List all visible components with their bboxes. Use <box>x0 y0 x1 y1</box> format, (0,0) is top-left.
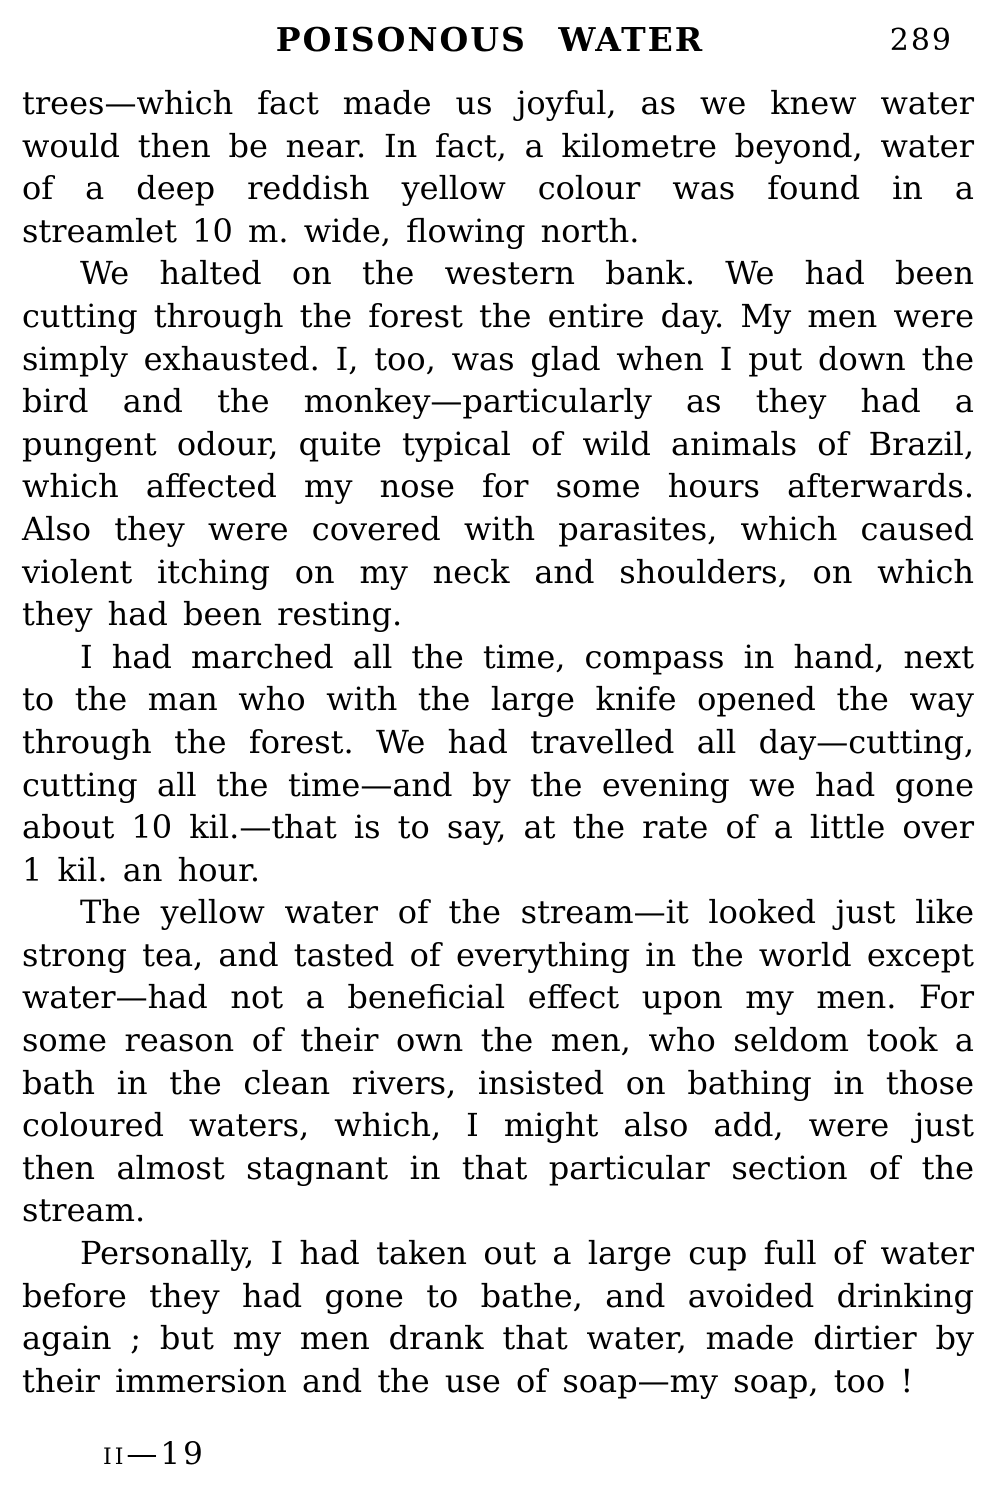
paragraph-2: We halted on the western bank. We had been cutting through the forest the entire day. My men were simply exhausted. I, too, was glad when I put down the bird and the monkey—particularly as they had a pungent odour, quite typical of wild animals of Brazil, which affected my nose for some hours afterwards. Also they were covered with parasites, which caused violent itching on my neck and shoulders, on which they had been resting. <box>22 254 974 634</box>
page-header <box>25 20 975 64</box>
paragraph-4: The yellow water of the stream—it looked just like strong tea, and tasted of everything in the world except water—had not a beneficial effect upon my men. For some reason of their own the men, who seldom took a bath in the clean rivers, insisted on bathing in those coloured waters, which, I might also add, were just then almost stagnant in that particular section of the stream. <box>22 893 974 1230</box>
signature-mark: ii—19 <box>103 1436 206 1472</box>
page-footer <box>103 1436 206 1472</box>
page-body-text <box>22 82 974 1402</box>
page-number: 289 <box>889 23 953 58</box>
running-head-title: POISONOUS WATER <box>275 20 705 59</box>
paragraph-3: I had marched all the time, compass in hand, next to the man who with the large knife opened the way through the forest. We had travelled all day—cutting, cutting all the time—and by the evening we had gone about 10 kil.—that is to say, at the rate of a little over 1 kil. an hour. <box>22 637 974 889</box>
paragraph-1: trees—which fact made us joyful, as we knew water would then be near. In fact, a kilometre beyond, water of a deep reddish yellow colour was found in a streamlet 10 m. wide, flowing north. <box>22 84 974 250</box>
paragraph-5: Personally, I had taken out a large cup full of water before they had gone to bathe, and avoided drinking again ; but my men drank that water, made dirtier by their immersion and the use of soap—my soap, too ! <box>22 1234 974 1400</box>
